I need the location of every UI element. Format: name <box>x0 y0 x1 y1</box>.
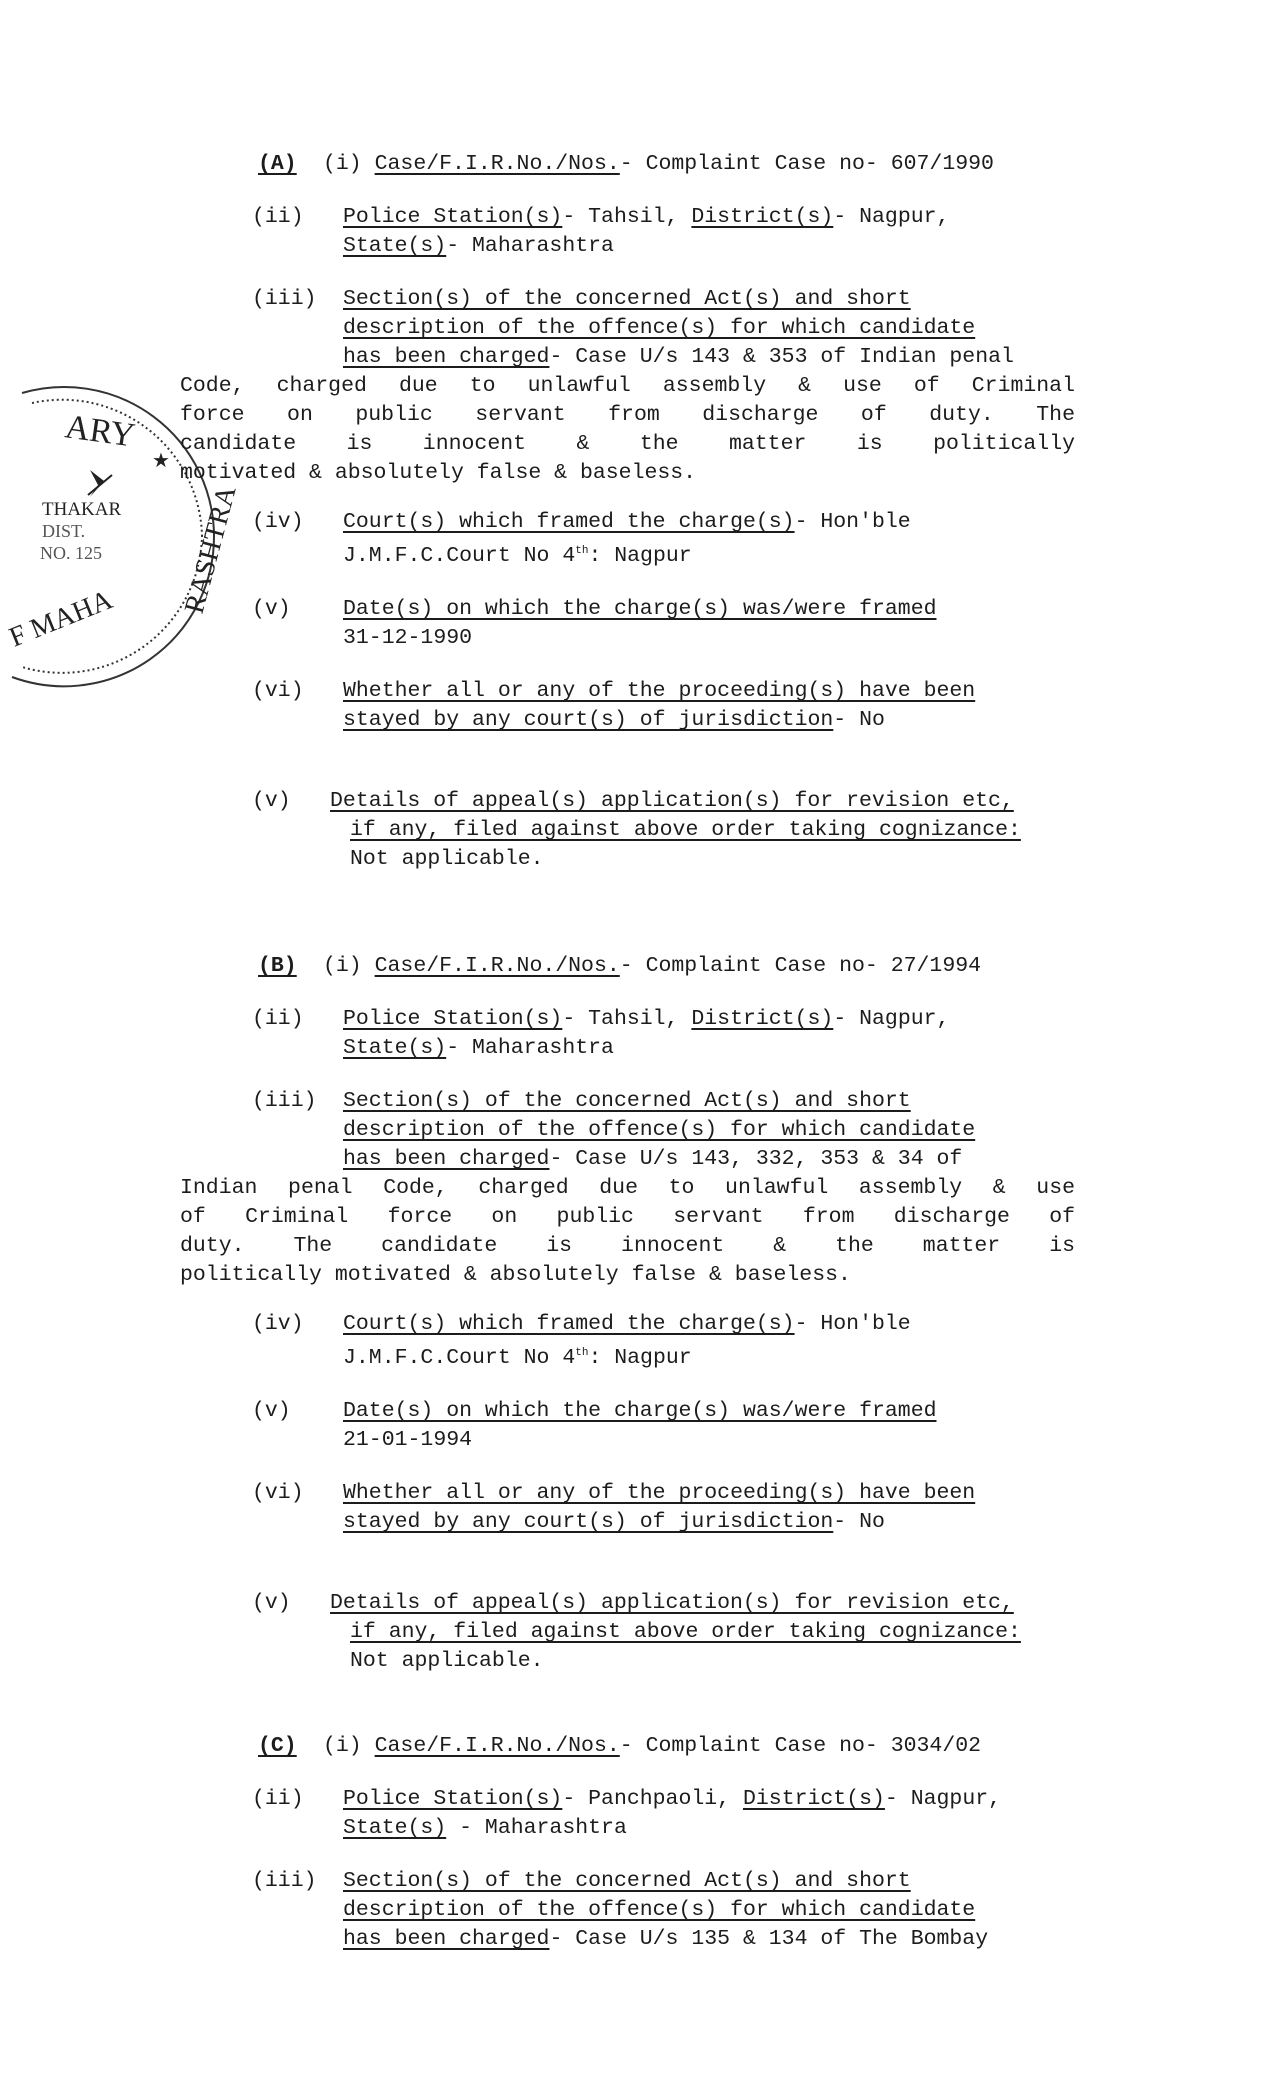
item-number: (ii) <box>252 205 304 229</box>
text-line: - Maharashtra <box>446 1816 627 1840</box>
field-heading: Section(s) of the concerned Act(s) and short <box>343 1869 911 1893</box>
field-heading: stayed by any court(s) of jurisdiction <box>343 1510 834 1535</box>
field-heading: description of the offence(s) for which candidate <box>343 316 976 340</box>
text-line: - Nagpur, <box>833 205 950 229</box>
field-heading: State(s) <box>343 1816 447 1840</box>
stamp-text: NO. 125 <box>40 543 102 563</box>
text-line: 31-12-1990 <box>343 626 473 651</box>
text-line: - Tahsil, <box>562 205 679 229</box>
text-line: Code, charged due to unlawful assembly & use of Criminal <box>180 374 1075 398</box>
field-heading: Case/F.I.R.No./Nos. <box>374 152 620 176</box>
field-heading: description of the offence(s) for which candidate <box>343 1898 976 1922</box>
stamp-text: DIST. <box>42 521 86 541</box>
case-section-b <box>180 952 1158 1700</box>
text-line: - Hon'ble <box>794 1312 911 1336</box>
item-number: (iii) <box>252 1869 317 1893</box>
text-line: - Hon'ble <box>794 510 911 534</box>
text-line: - No <box>833 1510 885 1535</box>
text-line: - Complaint Case no- 607/1990 <box>619 152 994 176</box>
svg-text:★: ★ <box>152 448 170 472</box>
text-line: politically motivated & absolutely false & baseless. <box>180 1263 851 1287</box>
field-heading: District(s) <box>691 1007 834 1031</box>
field-heading: if any, filed against above order taking cognizance: <box>350 818 1021 843</box>
field-heading: State(s) <box>343 1036 447 1060</box>
field-heading: State(s) <box>343 234 447 258</box>
item-number: (i) <box>323 1734 362 1758</box>
field-heading: Court(s) which framed the charge(s) <box>343 1312 795 1336</box>
case-item <box>258 150 1158 179</box>
text-line: - Panchpaoli, <box>562 1787 731 1811</box>
text-line: force on public servant from discharge of duty. The <box>180 403 1075 427</box>
stamp-text: RASHTRA <box>178 482 243 617</box>
text-line: Not applicable. <box>350 847 544 872</box>
item-number: (v) <box>252 1591 291 1616</box>
case-item <box>252 508 1158 571</box>
text-line: - No <box>833 708 885 733</box>
section-label: (B) <box>258 954 297 978</box>
case-item <box>252 1005 1158 1063</box>
field-heading: Details of appeal(s) application(s) for revision etc, <box>330 789 1014 814</box>
case-item <box>252 203 1158 261</box>
item-number: (v) <box>252 597 291 622</box>
item-number: (i) <box>323 954 362 978</box>
case-item <box>252 1867 1158 1954</box>
case-item <box>252 1785 1158 1843</box>
item-number: (vi) <box>252 679 304 704</box>
stamp-text: THAKAR <box>42 499 122 520</box>
text-line: Not applicable. <box>350 1649 544 1674</box>
field-heading: has been charged <box>343 1147 550 1171</box>
case-item <box>252 595 1158 653</box>
item-number: (ii) <box>252 1007 304 1031</box>
item-number: (iv) <box>252 1312 304 1336</box>
field-heading: Date(s) on which the charge(s) was/were framed <box>343 1399 937 1424</box>
text-line: - Nagpur, <box>833 1007 950 1031</box>
field-heading: has been charged <box>343 1927 550 1951</box>
item-number: (vi) <box>252 1481 304 1506</box>
field-heading: Section(s) of the concerned Act(s) and short <box>343 1089 911 1113</box>
item-number: (iv) <box>252 510 304 534</box>
field-heading: if any, filed against above order taking cognizance: <box>350 1620 1021 1645</box>
item-number: (iii) <box>252 287 317 311</box>
item-number: (iii) <box>252 1089 317 1113</box>
text-line: J.M.F.C.Court No 4 <box>343 544 576 569</box>
field-heading: has been charged <box>343 345 550 369</box>
stamp-text: F MAHA <box>5 584 117 654</box>
field-heading: Police Station(s) <box>343 1007 563 1031</box>
item-number: (v) <box>252 789 291 814</box>
text-line: 21-01-1994 <box>343 1428 473 1453</box>
ordinal-suffix: th <box>575 1347 589 1359</box>
case-item <box>252 1397 1158 1455</box>
item-number: (ii) <box>252 1787 304 1811</box>
text-line: J.M.F.C.Court No 4 <box>343 1346 576 1371</box>
case-item <box>180 1087 1158 1290</box>
text-line: - Tahsil, <box>562 1007 679 1031</box>
case-item <box>258 1732 1158 1761</box>
case-item <box>180 285 1158 488</box>
text-line: - Complaint Case no- 3034/02 <box>619 1734 982 1758</box>
stamp-text: ARY <box>62 408 138 455</box>
text-line: duty. The candidate is innocent & the matter is <box>180 1234 1075 1258</box>
item-number: (i) <box>323 152 362 176</box>
text-line: - Maharashtra <box>446 234 614 258</box>
section-label: (A) <box>258 152 297 176</box>
text-line: of Criminal force on public servant from discharge of <box>180 1205 1075 1229</box>
field-heading: Section(s) of the concerned Act(s) and short <box>343 287 911 311</box>
item-number: (v) <box>252 1399 291 1424</box>
case-item <box>252 677 1158 735</box>
text-line: - Nagpur, <box>884 1787 1002 1811</box>
field-heading: Details of appeal(s) application(s) for revision etc, <box>330 1591 1014 1616</box>
field-heading: District(s) <box>742 1787 885 1811</box>
field-heading: Police Station(s) <box>343 1787 563 1811</box>
field-heading: Police Station(s) <box>343 205 563 229</box>
text-line: - Case U/s 135 & 134 of The Bombay <box>549 1927 989 1951</box>
field-heading: stayed by any court(s) of jurisdiction <box>343 708 834 733</box>
case-item <box>258 952 1158 981</box>
text-line: motivated & absolutely false & baseless. <box>180 461 697 485</box>
field-heading: Case/F.I.R.No./Nos. <box>374 954 620 978</box>
text-line: - Case U/s 143, 332, 353 & 34 of <box>549 1147 963 1171</box>
case-item <box>252 1479 1158 1537</box>
text-line: - Complaint Case no- 27/1994 <box>619 954 982 978</box>
field-heading: description of the offence(s) for which candidate <box>343 1118 976 1142</box>
field-heading: Whether all or any of the proceeding(s) have been <box>343 1481 976 1506</box>
section-label: (C) <box>258 1734 297 1758</box>
field-heading: Whether all or any of the proceeding(s) have been <box>343 679 976 704</box>
text-line: : Nagpur <box>588 1346 692 1371</box>
text-line: candidate is innocent & the matter is politically <box>180 432 1075 456</box>
text-line: - Case U/s 143 & 353 of Indian penal <box>549 345 1014 369</box>
field-heading: District(s) <box>691 205 834 229</box>
case-item <box>252 787 1158 874</box>
text-line: : Nagpur <box>588 544 692 569</box>
text-line: Indian penal Code, charged due to unlawful assembly & use <box>180 1176 1075 1200</box>
case-item <box>252 1589 1158 1676</box>
field-heading: Date(s) on which the charge(s) was/were framed <box>343 597 937 622</box>
case-item <box>252 1310 1158 1373</box>
text-line: - Maharashtra <box>446 1036 614 1060</box>
field-heading: Case/F.I.R.No./Nos. <box>374 1734 620 1758</box>
field-heading: Court(s) which framed the charge(s) <box>343 510 795 534</box>
case-section-c <box>252 1732 1158 1978</box>
case-section-a <box>180 150 1158 898</box>
ordinal-suffix: th <box>575 545 589 557</box>
